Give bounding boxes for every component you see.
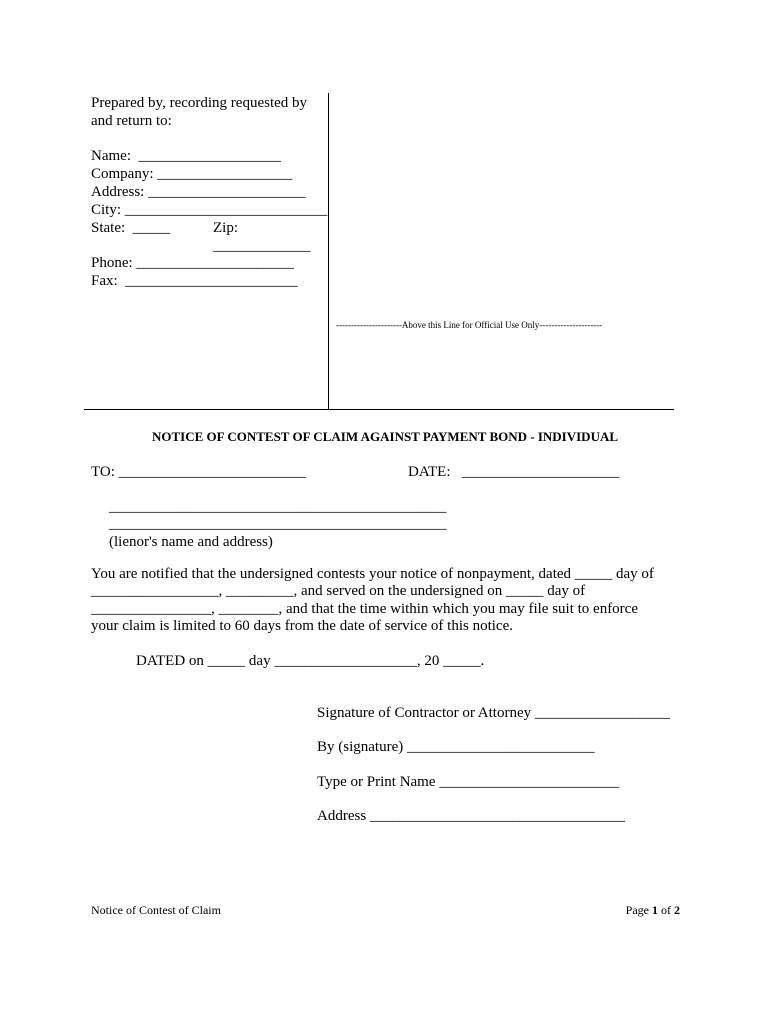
print-name-field[interactable]: Type or Print Name ________________________ bbox=[317, 774, 620, 790]
footer-document-name: Notice of Contest of Claim bbox=[91, 903, 221, 917]
contractor-signature-field[interactable]: Signature of Contractor or Attorney __________________ bbox=[317, 705, 670, 721]
horizontal-divider bbox=[84, 409, 674, 410]
footer-page-number bbox=[626, 904, 680, 916]
notice-body-line-4: your claim is limited to 60 days from the date of service of this notice. bbox=[91, 618, 513, 634]
notice-body-line-2: _________________, _________, and served on the undersigned on _____ day of bbox=[91, 583, 586, 599]
zip-label: Zip: bbox=[213, 220, 238, 236]
by-signature-field[interactable]: By (signature) _________________________ bbox=[317, 739, 595, 755]
page-prefix: Page bbox=[625, 903, 652, 917]
lienor-line-1[interactable]: _____________________________________________ bbox=[109, 499, 447, 515]
document-title: NOTICE OF CONTEST OF CLAIM AGAINST PAYMENT BOND - INDIVIDUAL bbox=[151, 429, 619, 444]
page-separator: of bbox=[658, 903, 674, 917]
to-field[interactable]: TO: _________________________ bbox=[91, 464, 307, 480]
prepared-by-line-2: and return to: bbox=[91, 113, 172, 129]
official-use-line: ----------------------Above this Line for Official Use Only--------------------- bbox=[336, 320, 603, 330]
notice-body-line-3: ________________, ________, and that the time within which you may file suit to enforce bbox=[91, 601, 638, 617]
prepared-by-line-1: Prepared by, recording requested by bbox=[91, 95, 308, 111]
vertical-divider bbox=[328, 93, 329, 410]
city-field[interactable]: City: ___________________________ bbox=[91, 202, 328, 218]
address-field[interactable]: Address: _____________________ bbox=[91, 184, 306, 200]
name-field[interactable]: Name: ___________________ bbox=[91, 148, 281, 164]
lienor-line-2[interactable]: _____________________________________________ bbox=[109, 516, 447, 532]
notice-body-line-1: You are notified that the undersigned contests your notice of nonpayment, dated _____ day of bbox=[91, 566, 654, 582]
company-field[interactable]: Company: __________________ bbox=[91, 166, 293, 182]
state-field[interactable]: State: _____ bbox=[91, 220, 171, 236]
zip-field[interactable]: _____________ bbox=[213, 238, 311, 254]
page-current: 1 bbox=[652, 903, 658, 917]
signer-address-field[interactable]: Address __________________________________ bbox=[317, 808, 625, 824]
phone-field[interactable]: Phone: _____________________ bbox=[91, 255, 294, 271]
date-field[interactable]: DATE: _____________________ bbox=[408, 464, 620, 480]
dated-line[interactable]: DATED on _____ day ___________________, 20 _____. bbox=[136, 653, 485, 669]
fax-field[interactable]: Fax: _______________________ bbox=[91, 273, 298, 289]
page-total: 2 bbox=[674, 903, 680, 917]
lienor-caption: (lienor's name and address) bbox=[109, 534, 273, 550]
